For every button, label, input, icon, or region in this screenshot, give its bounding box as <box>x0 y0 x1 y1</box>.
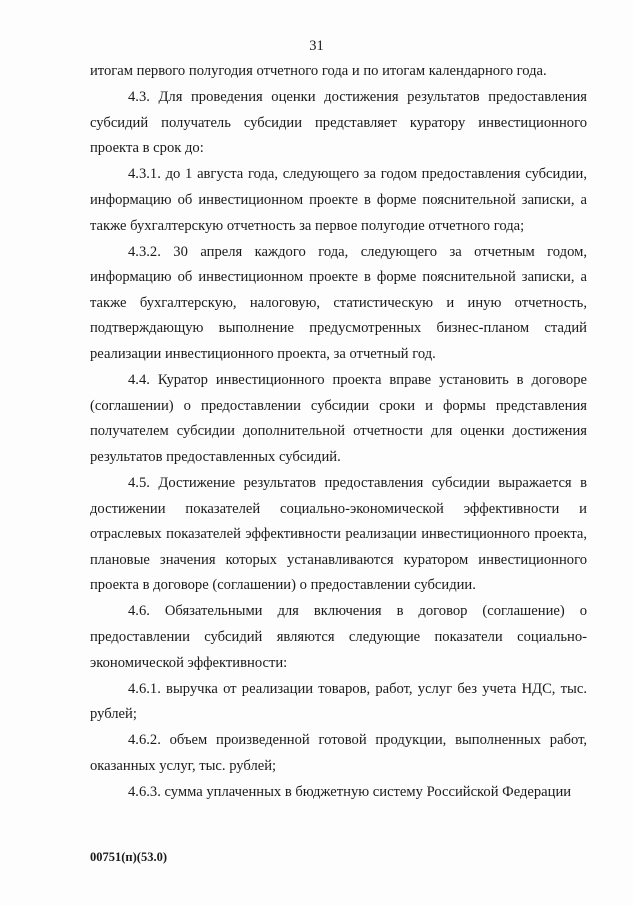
document-body <box>90 59 587 806</box>
paragraph-4-6-2: 4.6.2. объем произведенной готовой продукции, выполненных работ, оказанных услуг, тыс. рублей; <box>90 732 587 775</box>
paragraph-4-3: 4.3. Для проведения оценки достижения результатов предоставления субсидий получатель субсидии представляет куратору инвестиционного проекта в срок до: <box>90 89 587 157</box>
document-footer-code: 00751(п)(53.0) <box>90 850 167 864</box>
paragraph-4-3-2: 4.3.2. 30 апреля каждого года, следующего за отчетным годом, информацию об инвестиционном проекте в форме пояснительной записки, а также бухгалтерскую, налоговую, статистическую и иную отчетность, подтверждающую выполнение предусмотренных бизнес-планом стадий реализации инвестиционного проекта, за отчетный год. <box>90 243 587 363</box>
paragraph-4-4: 4.4. Куратор инвестиционного проекта вправе установить в договоре (соглашении) о предоставлении субсидии сроки и формы представления получателем субсидии дополнительной отчетности для оценки достижения результатов предоставленных субсидий. <box>90 372 587 465</box>
paragraph-continuation: итогам первого полугодия отчетного года и по итогам календарного года. <box>90 63 547 79</box>
paragraph-4-6: 4.6. Обязательными для включения в договор (соглашение) о предоставлении субсидий являются следующие показатели социально-экономической эффективности: <box>90 603 587 671</box>
paragraph-4-3-1: 4.3.1. до 1 августа года, следующего за годом предоставления субсидии, информацию об инвестиционном проекте в форме пояснительной записки, а также бухгалтерскую отчетность за первое полугодие отчетного года; <box>90 166 587 234</box>
page-number: 31 <box>309 38 324 54</box>
paragraph-4-6-1: 4.6.1. выручка от реализации товаров, работ, услуг без учета НДС, тыс. рублей; <box>90 680 587 723</box>
paragraph-4-6-3: 4.6.3. сумма уплаченных в бюджетную систему Российской Федерации <box>128 784 572 801</box>
paragraph-4-5: 4.5. Достижение результатов предоставления субсидии выражается в достижении показателей социально-экономической эффективности и отраслевых показателей эффективности реализации инвестиционного проекта, плановые значения которых устанавливаются куратором инвестиционного проекта в договоре (соглашении) о предоставлении субсидии. <box>90 475 587 594</box>
